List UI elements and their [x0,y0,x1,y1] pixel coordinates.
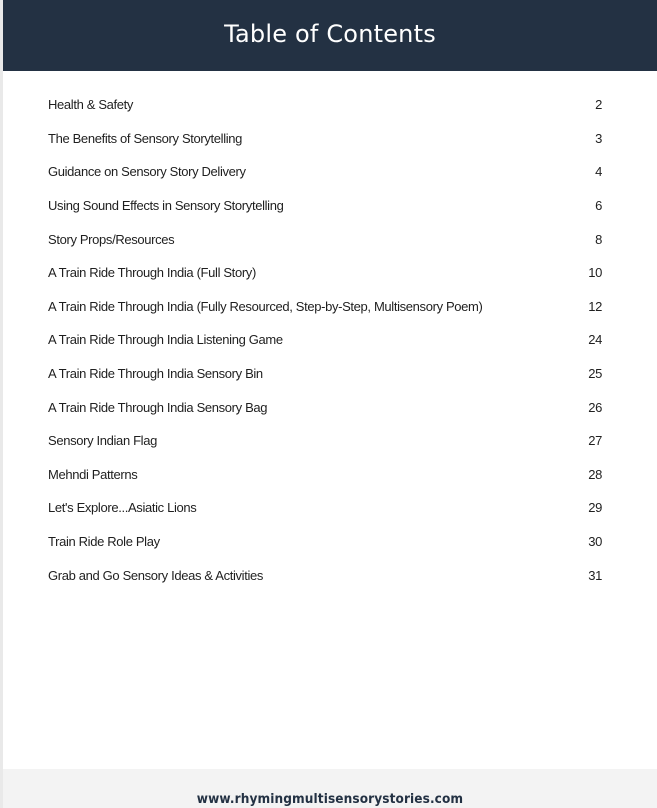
toc-entry-page: 30 [588,534,602,550]
toc-entry[interactable] [48,390,603,424]
page-title: Table of Contents [224,19,436,48]
header-banner [3,0,657,71]
toc-entry-page: 3 [595,130,602,146]
toc-entry[interactable] [48,222,603,256]
toc-entry[interactable] [48,256,603,290]
toc-entry-title: A Train Ride Through India Sensory Bag [48,399,268,415]
toc-entry[interactable] [48,155,603,189]
toc-entry[interactable] [48,491,603,525]
toc-entry-title: Story Props/Resources [48,231,175,247]
toc-entry[interactable] [48,122,603,156]
toc-entry[interactable] [48,323,603,357]
toc-entry-title: Sensory Indian Flag [48,433,157,449]
toc-entry-page: 29 [588,500,602,516]
toc-entry-title: Health & Safety [48,97,134,113]
toc-entry-title: A Train Ride Through India (Full Story) [48,265,256,281]
toc-entry-title: A Train Ride Through India Sensory Bin [48,366,263,382]
toc-entry[interactable] [48,357,603,391]
toc-entry-title: Using Sound Effects in Sensory Storytelling [48,198,284,214]
toc-entry-page: 27 [588,433,602,449]
toc-entry-title: The Benefits of Sensory Storytelling [48,130,243,146]
table-of-contents [48,88,603,592]
toc-entry[interactable] [48,525,603,559]
toc-entry-page: 6 [595,198,602,214]
toc-entry-page: 10 [588,265,602,281]
toc-entry-page: 4 [595,164,602,180]
toc-entry-title: Grab and Go Sensory Ideas & Activities [48,567,264,583]
toc-entry[interactable] [48,424,603,458]
toc-entry-title: Let's Explore...Asiatic Lions [48,500,197,516]
toc-entry-title: A Train Ride Through India Listening Game [48,332,283,348]
toc-entry-page: 25 [588,366,602,382]
toc-entry-page: 28 [588,466,602,482]
website-link[interactable]: www.rhymingmultisensorystories.com [196,790,464,807]
toc-entry-page: 12 [588,298,602,314]
toc-entry-title: A Train Ride Through India (Fully Resourced, Step-by-Step, Multisensory Poem) [48,298,483,314]
toc-entry-page: 24 [588,332,602,348]
toc-entry[interactable] [48,189,603,223]
toc-entry[interactable] [48,290,603,324]
toc-entry[interactable] [48,88,603,122]
toc-entry-title: Guidance on Sensory Story Delivery [48,164,246,180]
page-edge [0,0,3,808]
toc-entry-page: 8 [595,231,602,247]
toc-entry[interactable] [48,558,603,592]
toc-entry-page: 31 [588,567,602,583]
toc-entry-page: 26 [588,399,602,415]
toc-entry-page: 2 [595,97,602,113]
toc-entry-title: Mehndi Patterns [48,466,138,482]
toc-entry-title: Train Ride Role Play [48,534,160,550]
footer-bar [3,769,657,808]
toc-entry[interactable] [48,458,603,492]
